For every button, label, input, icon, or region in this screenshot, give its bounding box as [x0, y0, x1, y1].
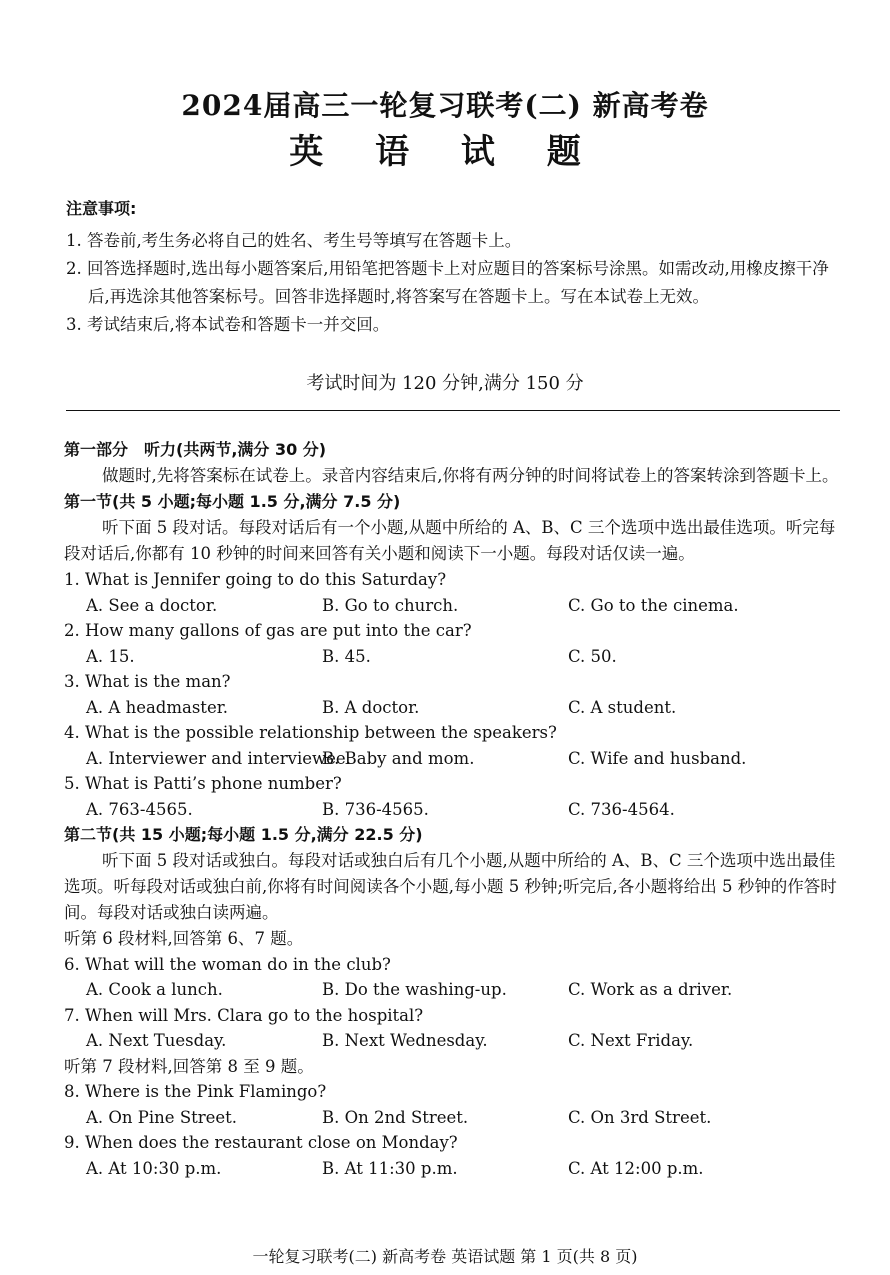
- option-row: [64, 746, 844, 772]
- notice-item-1: 1. 答卷前,考生务必将自己的姓名、考生号等填写在答题卡上。: [66, 231, 522, 250]
- question-9: [64, 1130, 844, 1181]
- option-b: B. Next Wednesday.: [322, 1031, 488, 1050]
- option-row: [64, 644, 844, 670]
- option-b: B. At 11:30 p.m.: [322, 1158, 458, 1178]
- question-text: 7. When will Mrs. Clara go to the hospital?: [64, 1005, 424, 1025]
- section1-intro: 听下面 5 段对话。每段对话后有一个小题,从题中所给的 A、B、C 三个选项中选出最佳选项。听完每段对话后,你都有 10 秒钟的时间来回答有关小题和阅读下一小题。每段对话仅读一遍。: [64, 518, 836, 563]
- option-a: A. 763-4565.: [86, 799, 193, 819]
- option-b: B. Go to church.: [322, 595, 459, 615]
- question-text: 2. How many gallons of gas are put into the car?: [64, 621, 472, 640]
- exam-title: 2024届高三一轮复习联考(二) 新高考卷: [181, 89, 709, 122]
- question-5: [64, 771, 844, 822]
- option-a: A. On Pine Street.: [86, 1107, 238, 1127]
- question-1: [64, 567, 844, 618]
- option-b: B. Do the washing-up.: [322, 980, 507, 999]
- option-c: C. 736-4564.: [568, 799, 675, 819]
- option-c: C. Work as a driver.: [568, 980, 733, 999]
- question-text: 1. What is Jennifer going to do this Saturday?: [64, 570, 447, 589]
- option-a: A. Next Tuesday.: [86, 1031, 227, 1050]
- question-text: 6. What will the woman do in the club?: [64, 954, 391, 974]
- question-text: 3. What is the man?: [64, 672, 231, 691]
- page-footer: 一轮复习联考(二) 新高考卷 英语试题 第 1 页(共 8 页): [252, 1247, 638, 1266]
- option-row: [64, 1156, 844, 1182]
- option-b: B. A doctor.: [322, 697, 420, 717]
- part1-title: 第一部分 听力(共两节,满分 30 分): [64, 440, 327, 459]
- exam-time-note: 考试时间为 120 分钟,满分 150 分: [306, 373, 584, 394]
- section2-intro: 听下面 5 段对话或独白。每段对话或独白后有几个小题,从题中所给的 A、B、C 三个选项中选出最佳选项。听每段对话或独白前,你将有时间阅读各个小题,每小题 5 秒钟;听完后,各小题将给出 5 秒钟的作答时间。每段对话或独白读两遍。: [64, 851, 837, 922]
- option-a: A. Cook a lunch.: [86, 980, 223, 999]
- option-b: B. On 2nd Street.: [322, 1107, 469, 1127]
- option-c: C. Go to the cinema.: [568, 595, 739, 615]
- subject-title: 英 语 试 题: [289, 132, 601, 172]
- option-a: A. A headmaster.: [86, 697, 229, 717]
- question-2: [64, 618, 844, 669]
- option-a: A. Interviewer and interviewee.: [86, 748, 351, 768]
- notice-heading: 注意事项:: [66, 199, 137, 218]
- question-8: [64, 1079, 844, 1130]
- option-row: [64, 593, 844, 619]
- divider: [66, 410, 840, 411]
- question-text: 5. What is Patti’s phone number?: [64, 774, 342, 793]
- option-row: [64, 977, 844, 1003]
- part1-intro: 做题时,先将答案标在试卷上。录音内容结束后,你将有两分钟的时间将试卷上的答案转涂到答题卡上。: [102, 466, 839, 485]
- option-b: B. 736-4565.: [322, 799, 429, 819]
- option-c: C. Wife and husband.: [568, 748, 747, 768]
- notice-item-2: 2. 回答选择题时,选出每小题答案后,用铅笔把答题卡上对应题目的答案标号涂黑。如需改动,用橡皮擦干净后,再选涂其他答案标号。回答非选择题时,将答案写在答题卡上。写在本试卷上无效。: [66, 259, 829, 306]
- option-b: B. 45.: [322, 646, 371, 666]
- option-row: [64, 695, 844, 721]
- option-row: [64, 1105, 844, 1131]
- option-row: [64, 1028, 844, 1054]
- question-6: [64, 952, 844, 1003]
- option-a: A. 15.: [86, 646, 135, 666]
- listening-part: [64, 437, 844, 1181]
- question-text: 9. When does the restaurant close on Monday?: [64, 1133, 458, 1152]
- section1-title: 第一节(共 5 小题;每小题 1.5 分,满分 7.5 分): [64, 492, 401, 511]
- section2-title: 第二节(共 15 小题;每小题 1.5 分,满分 22.5 分): [64, 825, 423, 844]
- option-c: C. A student.: [568, 697, 677, 717]
- question-7: [64, 1003, 844, 1054]
- material-6-tip: 听第 6 段材料,回答第 6、7 题。: [64, 929, 304, 948]
- option-b: B. Baby and mom.: [322, 748, 475, 768]
- option-c: C. Next Friday.: [568, 1031, 694, 1050]
- question-4: [64, 720, 844, 771]
- option-a: A. See a doctor.: [86, 595, 218, 615]
- material-7-tip: 听第 7 段材料,回答第 8 至 9 题。: [64, 1056, 314, 1076]
- option-a: A. At 10:30 p.m.: [86, 1158, 222, 1178]
- question-text: 4. What is the possible relationship between the speakers?: [64, 723, 557, 742]
- option-c: C. On 3rd Street.: [568, 1107, 712, 1127]
- option-c: C. At 12:00 p.m.: [568, 1158, 704, 1178]
- option-row: [64, 797, 844, 823]
- question-text: 8. Where is the Pink Flamingo?: [64, 1082, 327, 1101]
- notice-section: [66, 196, 846, 339]
- question-3: [64, 669, 844, 720]
- option-c: C. 50.: [568, 646, 617, 666]
- notice-item-3: 3. 考试结束后,将本试卷和答题卡一并交回。: [66, 315, 390, 334]
